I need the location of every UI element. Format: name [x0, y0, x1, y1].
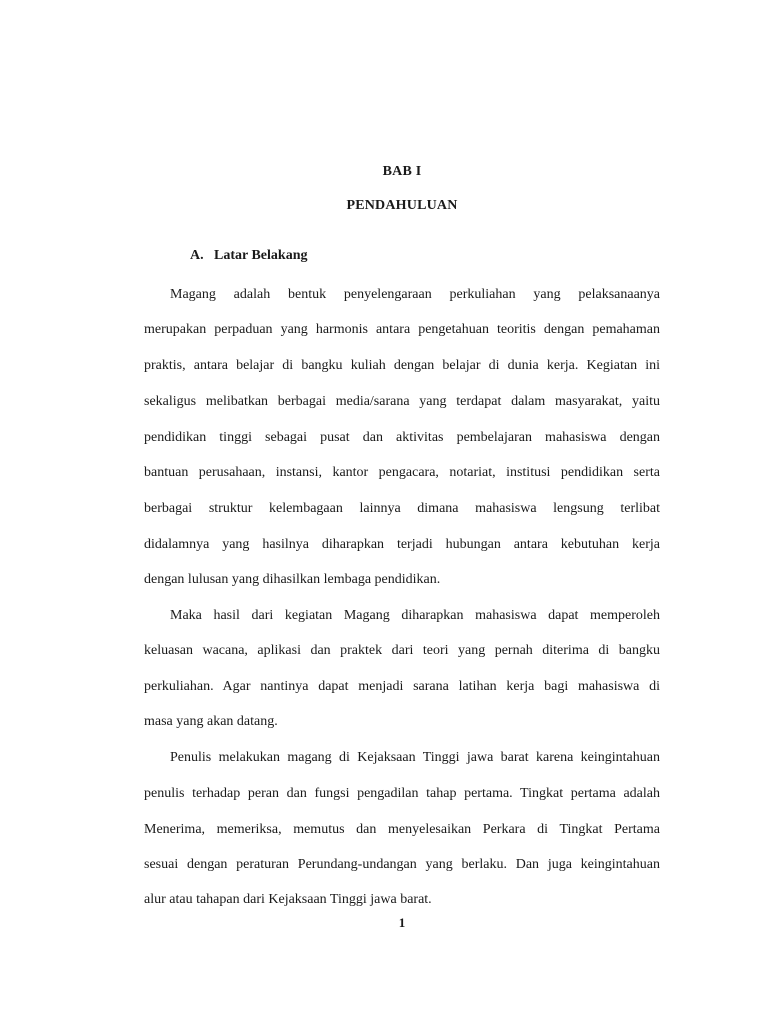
paragraph-line: Magang adalah bentuk penyelengaraan perkuliahan yang pelaksanaanya: [170, 287, 660, 302]
paragraph-line: didalamnya yang hasilnya diharapkan terjadi hubungan antara kebutuhan kerja: [144, 537, 660, 552]
section-letter: A.: [190, 248, 204, 263]
paragraph-line: masa yang akan datang.: [144, 714, 278, 729]
paragraph-line: sesuai dengan peraturan Perundang-undangan yang berlaku. Dan juga keingintahuan: [144, 857, 660, 872]
paragraph-line: dengan lulusan yang dihasilkan lembaga pendidikan.: [144, 572, 441, 587]
paragraph-line: merupakan perpaduan yang harmonis antara pengetahuan teoritis dengan pemahaman: [144, 322, 660, 337]
chapter-number: BAB I: [382, 164, 422, 179]
section-title: Latar Belakang: [214, 248, 308, 263]
section-heading: [190, 248, 307, 264]
paragraph-line: berbagai struktur kelembagaan lainnya dimana mahasiswa lengsung terlibat: [144, 501, 660, 516]
paragraph-line: sekaligus melibatkan berbagai media/sarana yang terdapat dalam masyarakat, yaitu: [144, 394, 660, 409]
paragraph-line: Penulis melakukan magang di Kejaksaan Tinggi jawa barat karena keingintahuan: [170, 750, 660, 765]
page-number: 1: [398, 915, 406, 930]
paragraph-line: alur atau tahapan dari Kejaksaan Tinggi jawa barat.: [144, 892, 432, 907]
paragraph-line: pendidikan tinggi sebagai pusat dan aktivitas pembelajaran mahasiswa dengan: [144, 430, 660, 445]
paragraph-line: penulis terhadap peran dan fungsi pengadilan tahap pertama. Tingkat pertama adalah: [144, 786, 660, 801]
paragraph-line: perkuliahan. Agar nantinya dapat menjadi sarana latihan kerja bagi mahasiswa di: [144, 679, 660, 694]
paragraph-line: Maka hasil dari kegiatan Magang diharapkan mahasiswa dapat memperoleh: [170, 608, 660, 623]
chapter-title: PENDAHULUAN: [346, 198, 458, 213]
paragraph-line: keluasan wacana, aplikasi dan praktek dari teori yang pernah diterima di bangku: [144, 643, 660, 658]
paragraph-line: Menerima, memeriksa, memutus dan menyelesaikan Perkara di Tingkat Pertama: [144, 822, 660, 837]
paragraph-line: bantuan perusahaan, instansi, kantor pengacara, notariat, institusi pendidikan serta: [144, 465, 660, 480]
paragraph-line: praktis, antara belajar di bangku kuliah dengan belajar di dunia kerja. Kegiatan ini: [144, 358, 660, 373]
